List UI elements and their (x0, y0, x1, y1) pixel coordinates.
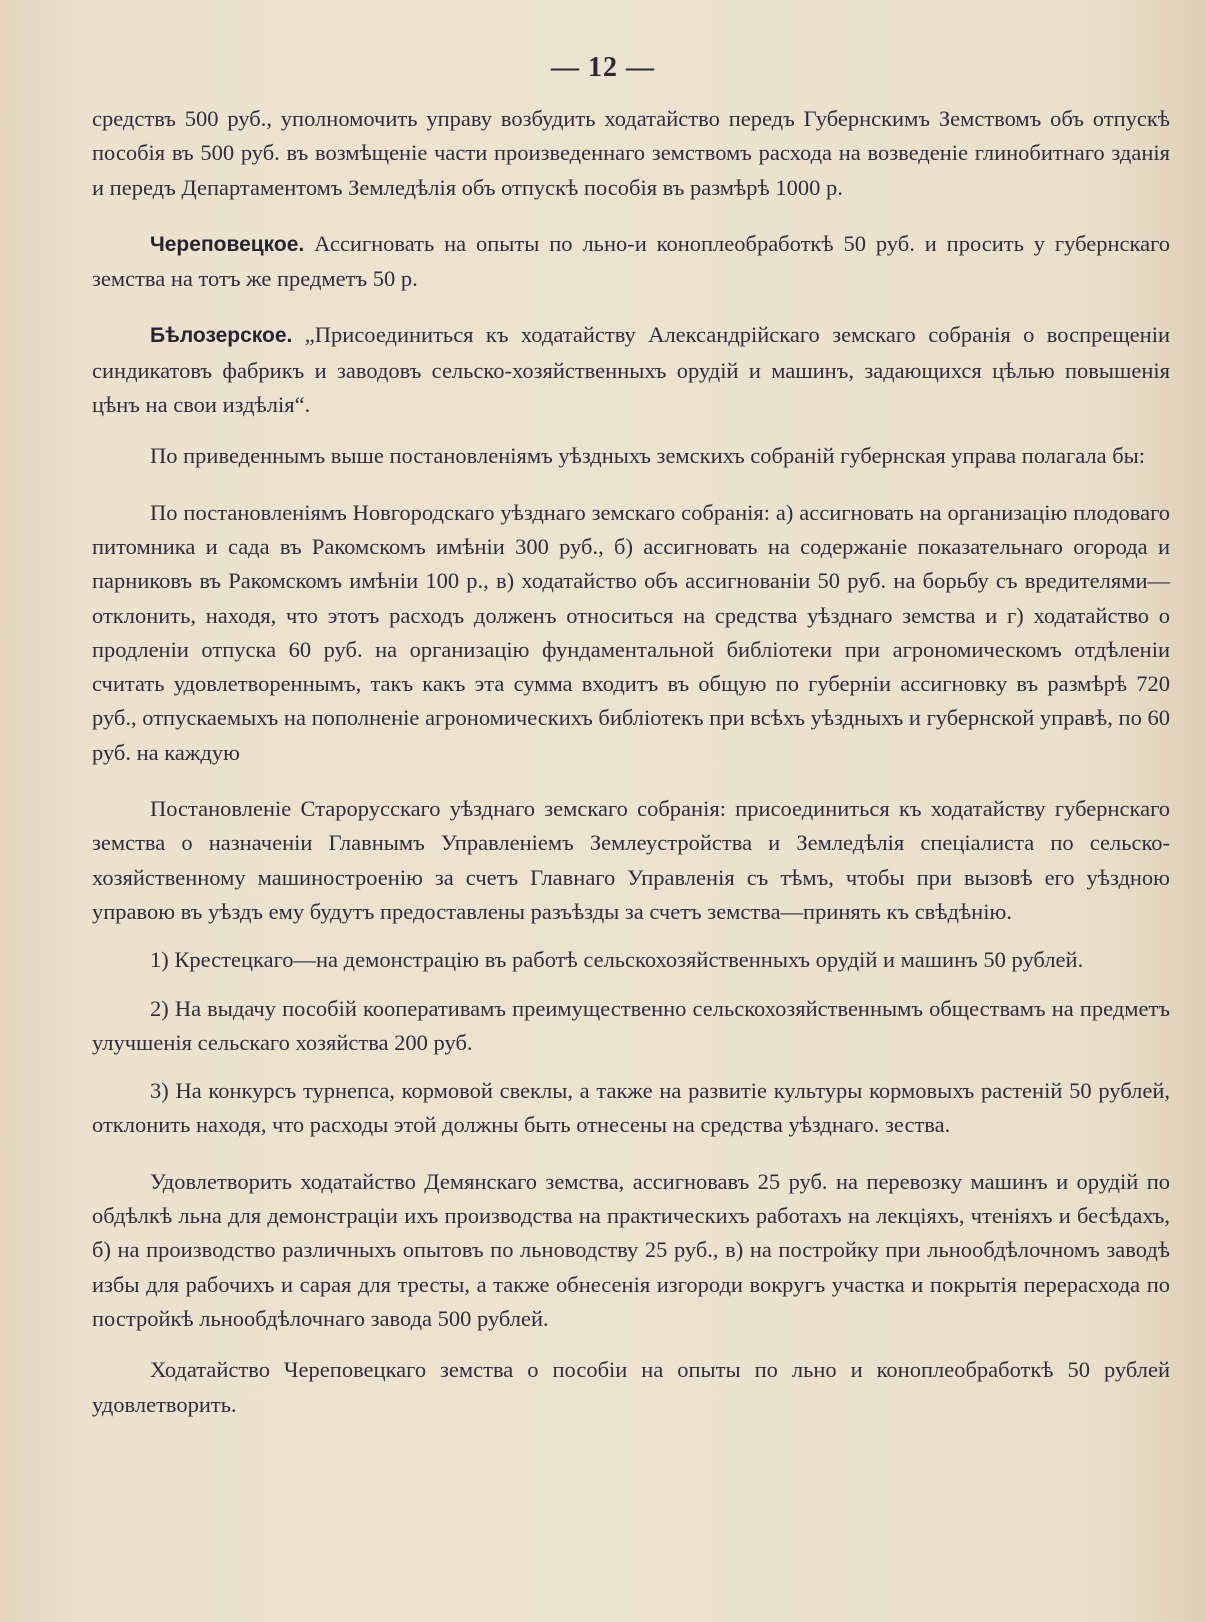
paragraph-belozersk-text: „Присоединиться къ ходатайству Александрійскаго земскаго собранія о воспрещеніи синдикатовъ фабрикъ и заводовъ сельско-хозяйственныхъ орудій и машинъ, задающихся цѣлью повышенія цѣнъ на свои издѣлія“. (92, 322, 1170, 418)
page-number: — 12 — (551, 52, 655, 83)
paragraph-uprava-opinion: По приведеннымъ выше постановленіямъ уѣздныхъ земскихъ собраній губернская управа полагала бы: (150, 443, 1146, 469)
paragraph-demyansk: Удовлетворить ходатайство Демянскаго земства, ассигновавъ 25 руб. на перевозку машинъ и орудій по обдѣлкѣ льна для демонстраціи ихъ производства на практическихъ работахъ на лекціяхъ, чтеніяхъ и бесѣдахъ, б) на производство различныхъ опытовъ по льноводству 25 руб., в) на постройку при льнообдѣлочномъ заводѣ избы для рабочихъ и сарая для тресты, а также обнесенія изгороди вокругъ участка и покрытія перерасхода по постройкѣ льнообдѣлочнаго завода 500 рублей. (92, 1168, 1170, 1331)
paragraph-novgorod: По постановленіямъ Новгородскаго уѣзднаго земскаго собранія: а) ассигновать на организацію плодоваго питомника и сада въ Ракомскомъ имѣніи 300 руб., б) ассигновать на содержаніе показательнаго огорода и парниковъ въ Ракомскомъ имѣніи 100 р., в) ходатайство объ ассигнованіи 50 руб. на борьбу съ вредителями—отклонить, находя, что этотъ расходъ долженъ относиться на средства уѣзднаго земства и г) ходатайство о продленіи отпуска 60 руб. на организацію фундаментальной библіотеки при агрономическомъ отдѣленіи считать удовлетвореннымъ, такъ какъ эта сумма входитъ въ общую по губерніи ассигновку въ размѣрѣ 720 руб., отпускаемыхъ на пополненіе агрономическихъ библіотекъ при всѣхъ уѣздныхъ и губернской управѣ, по 60 руб. на каждую (92, 499, 1170, 765)
paragraph-cherepovets-text: Ассигновать на опыты по льно-и коноплеобработкѣ 50 руб. и просить у губернскаго земства на тотъ же предметъ 50 р. (92, 230, 1171, 292)
paragraph-starorussk: Постановленіе Старорусскаго уѣзднаго земскаго собранія: присоединиться къ ходатайству губернскаго земства о назначеніи Главнымъ Управленіемъ Землеустройства и Земледѣлія спеціалиста по сельско-хозяйственному машиностроенію за счетъ Главнаго Управленія съ тѣмъ, чтобы при вызовѣ его уѣздною управою въ уѣздъ ему будутъ предоставлены разъѣзды за счетъ земства—принять къ свѣдѣнію. (92, 796, 1170, 924)
paragraph-belozersk (92, 318, 1170, 422)
heading-belozersk: Бѣлозерское. (150, 324, 293, 348)
paragraph-item-3: 3) На конкурсъ турнепса, кормовой свеклы, а также на развитіе культуры кормовыхъ растеній 50 рублей, отклонить находя, что расходы этой должны быть отнесены на средства уѣзднаго. зества. (92, 1078, 1170, 1138)
paragraph-continuation: средствъ 500 руб., уполномочить управу возбудить ходатайство передъ Губернскимъ Земствомъ объ отпускѣ пособія въ 500 руб. въ возмѣщеніе части произведеннаго земствомъ расхода на возведеніе глинобитнаго зданія и передъ Департаментомъ Земледѣлія объ отпускѣ пособія въ размѣрѣ 1000 р. (92, 106, 1170, 200)
paragraph-item-2: 2) На выдачу пособій кооперативамъ преимущественно сельскохозяйственнымъ обществамъ на предметъ улучшенія сельскаго хозяйства 200 руб. (92, 995, 1170, 1055)
paragraph-item-1: 1) Крестецкаго—на демонстрацію въ работѣ сельскохозяйственныхъ орудій и машинъ 50 рублей. (150, 947, 1084, 973)
page-body (92, 102, 1170, 1422)
paragraph-cherepovets-final: Ходатайство Череповецкаго земства о пособіи на опыты по льно и коноплеобработкѣ 50 рублей удовлетворить. (92, 1357, 1170, 1417)
paragraph-cherepovets (92, 227, 1170, 297)
heading-cherepovets: Череповецкое. (150, 232, 305, 256)
